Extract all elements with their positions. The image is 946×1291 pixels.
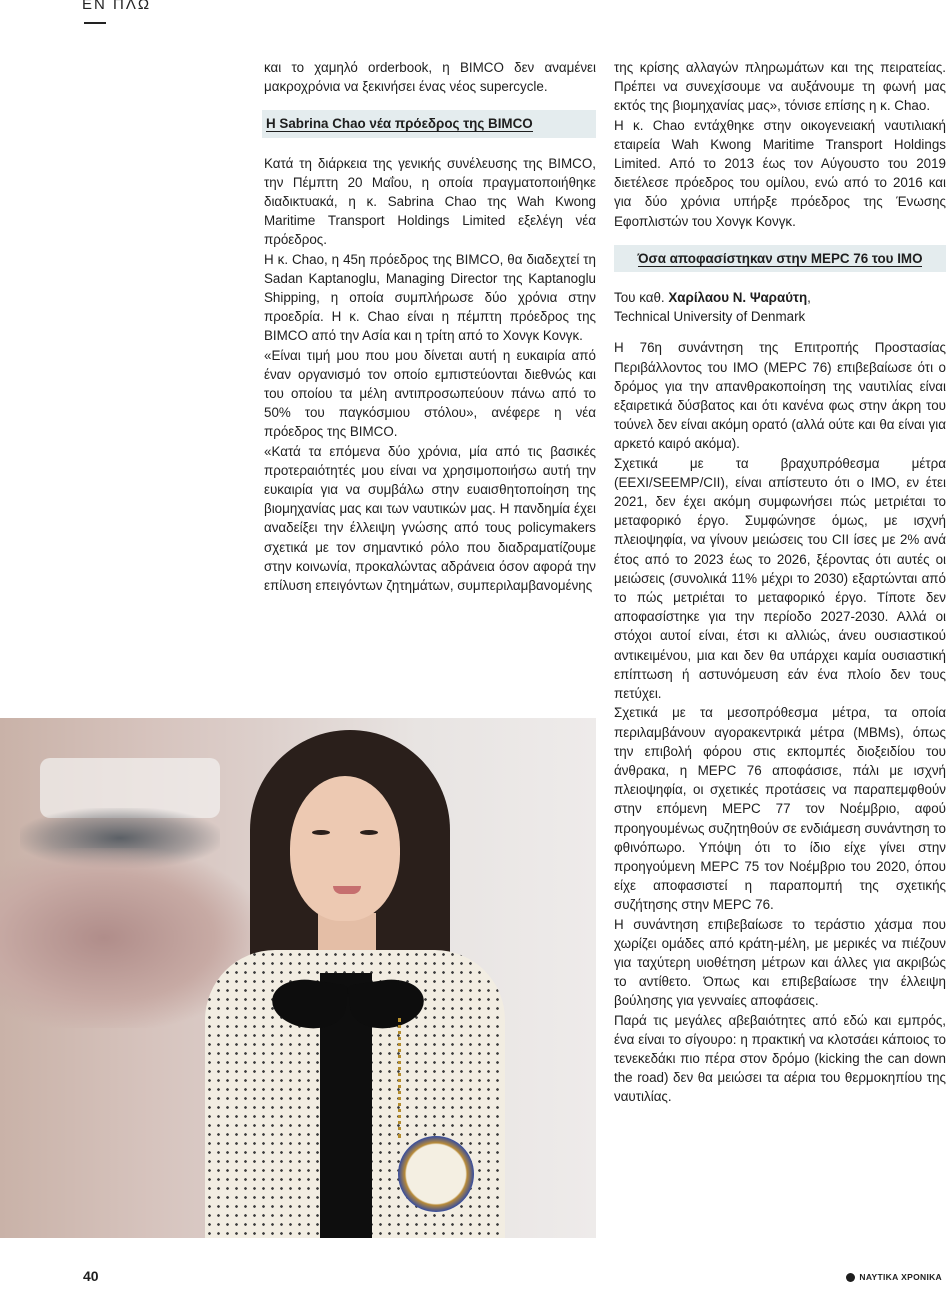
- section-rule: [84, 22, 106, 24]
- right-column: [614, 58, 946, 1107]
- brand-text: ΝΑΥΤΙΚΑ ΧΡΟΝΙΚΑ: [859, 1272, 942, 1282]
- paragraph: Σχετικά με τα βραχυπρόθεσμα μέτρα (EEXI/SEEMP/CII), είναι απίστευτο ότι ο IMO, εν έτει 2021, δεν έχει ακόμη συμφωνήσει πώς μετριέται το μεταφορικό έργο. Συμφώνησε όμως, με ισχνή πλειοψηφία, να γίνουν μειώσεις του CII ίσες με 2% ανά έτος από το 2023 έως το 2026, ξέροντας ότι αυτές οι μειώσεις (συνολικά 11% μέχρι το 2030) εξαρτώνται από το πώς μετριέται το μεταφορικό έργο. Τίποτε δεν αποφασίστηκε για την περίοδο 2027-2030. Αλλά οι στόχοι αυτοί είναι, έτσι κι αλλιώς, άνευ ουσιαστικού αντικειμένου, μια και δεν θα υπάρχει καμία ουσιαστική επίπτωση ή αστυνόμευση εάν ένα πλοίο δεν τους πετύχει.: [614, 455, 946, 702]
- portrait-photo: [0, 718, 596, 1238]
- author-name: Χαρίλαου Ν. Ψαραύτη: [668, 290, 808, 306]
- medal: [398, 1136, 474, 1212]
- paragraph: Παρά τις μεγάλες αβεβαιότητες από εδώ και εμπρός, ένα είναι το σίγουρο: η πρακτική να κλοτσάει κάποιος το τενεκεδάκι πιο πέρα στον δρόμο (kicking the can down the road) δεν θα μειώσει τα αέρια του θερμοκηπίου της ναυτιλίας.: [614, 1012, 946, 1105]
- heading-text: Η Sabrina Chao νέα πρόεδρος της BIMCO: [266, 116, 533, 132]
- paragraph: Σχετικά με τα μεσοπρόθεσμα μέτρα, τα οποία περιλαμβάνουν αγορακεντρικά μέτρα (MBMs), όπως την επιβολή φόρου στις εκπομπές διοξειδίου του άνθρακα, η MEPC 76 αποφάσισε, πάλι με ισχνή πλειοψηφία, οι σχετικές προτάσεις να παραπεμφθούν στην επόμενη MEPC 77 τον Νοέμβριο, αφού προηγουμένως συζητηθούν σε ενδιάμεση συνάντηση το φθινόπωρο. Υπόψη ότι το ίδιο είχε γίνει στην προηγούμενη MEPC 75 τον Νοέμβριο του 2020, όπου είχε αποφασιστεί η παραπομπή της σχετικής συζήτησης στην MEPC 76.: [614, 705, 946, 913]
- byline-suffix: ,: [807, 290, 811, 306]
- paragraph: και το χαμηλό orderbook, η BIMCO δεν αναμένει μακροχρόνια να ξεκινήσει ένας νέος supercycle.: [264, 60, 596, 95]
- page-number: 40: [83, 1268, 99, 1284]
- brand-icon: [846, 1273, 855, 1282]
- paragraph: της κρίσης αλλαγών πληρωμάτων και της πειρατείας. Πρέπει να συνεχίσουμε να αυξάνουμε τη φωνή μας εκτός της βιομηχανίας μας», τόνισε επίσης η κ. Chao.: [614, 60, 946, 114]
- paragraph: Η συνάντηση επιβεβαίωσε το τεράστιο χάσμα που χωρίζει ομάδες από κράτη-μέλη, με μερικές να πιέζουν για ταχύτερη υιοθέτηση μέτρων και άλλες για ακριβώς το αντίθετο. Όπως και επιβεβαίωσε την έλλειψη βούλησης για γενναίες αποφάσεις.: [614, 916, 946, 1009]
- paragraph: «Κατά τα επόμενα δύο χρόνια, μία από τις βασικές προτεραιότητές μου είναι να χρησιμοποιήσω αυτή την ευκαιρία για να συμβάλω στην ευαισθητοποίηση της βιομηχανίας μας και των ναυτικών μας. Η πανδημία έχει αναδείξει την έλλειψη γνώσης από τους policymakers σχετικά με τον σημαντικό ρόλο που διαδραματίζουμε στην κοινωνία, προκαλώντας αδράνεια όσον αφορά την επίλυση επειγόντων ζητημάτων, συμπεριλαμβανομένης: [264, 443, 596, 594]
- byline: [614, 288, 946, 307]
- article-heading: [262, 110, 596, 137]
- section-label: ΕΝ ΠΛΩ: [82, 0, 152, 13]
- byline-prefix: Του καθ.: [614, 290, 665, 306]
- paragraph: «Είναι τιμή μου που μου δίνεται αυτή η ευκαιρία από έναν οργανισμό τον οποίο εμπιστεύονται διεθνώς και του οποίου τα μέλη αντιπροσωπεύουν πάνω από το 50% του παγκόσμιου στόλου», ανέφερε η νέα πρόεδρος της BIMCO.: [264, 347, 596, 440]
- paragraph: Η κ. Chao, η 45η πρόεδρος της BIMCO, θα διαδεχτεί τη Sadan Kaptanoglu, Managing Director της Kaptanoglu Shipping, η οποία συμπλήρωσε δύο χρόνια στην προεδρία. Η κ. Chao είναι η πέμπτη πρόεδρος της BIMCO από την Ασία και η τρίτη από το Χονγκ Κονγκ.: [264, 251, 596, 344]
- affiliation: Technical University of Denmark: [614, 309, 806, 325]
- paragraph: Η κ. Chao εντάχθηκε στην οικογενειακή ναυτιλιακή εταιρεία Wah Kwong Maritime Transport Holdings Limited. Από το 2013 έως τον Αύγουστο του 2019 διετέλεσε πρόεδρος του ομίλου, ενώ από το 2016 και για δύο χρόνια υπήρξε πρόεδρος της Ένωσης Εφοπλιστών του Χονγκ Κονγκ.: [614, 117, 946, 229]
- article-heading: [614, 245, 946, 272]
- face: [290, 776, 400, 921]
- left-column: [264, 58, 596, 595]
- paragraph: Κατά τη διάρκεια της γενικής συνέλευσης της BIMCO, την Πέμπτη 20 Μαΐου, η οποία πραγματοποιήθηκε διαδικτυακά, η κ. Sabrina Chao της Wah Kwong Maritime Transport Holdings Limited εξελέγη νέα πρόεδρος.: [264, 155, 596, 248]
- heading-text: Όσα αποφασίστηκαν στην MEPC 76 του IMO: [637, 250, 923, 266]
- brand-logo: [846, 1272, 942, 1282]
- paragraph: Η 76η συνάντηση της Επιτροπής Προστασίας Περιβάλλοντος του IMO (MEPC 76) επιβεβαίωσε ότι ο δρόμος για την απανθρακοποίηση της ναυτιλίας είναι εξαιρετικά δύσβατος και ότι κανένα φως στην άκρη του τούνελ δεν είναι ακόμη ορατό (αλλά ούτε και θα είναι για αρκετό καιρό ακόμα).: [614, 340, 946, 452]
